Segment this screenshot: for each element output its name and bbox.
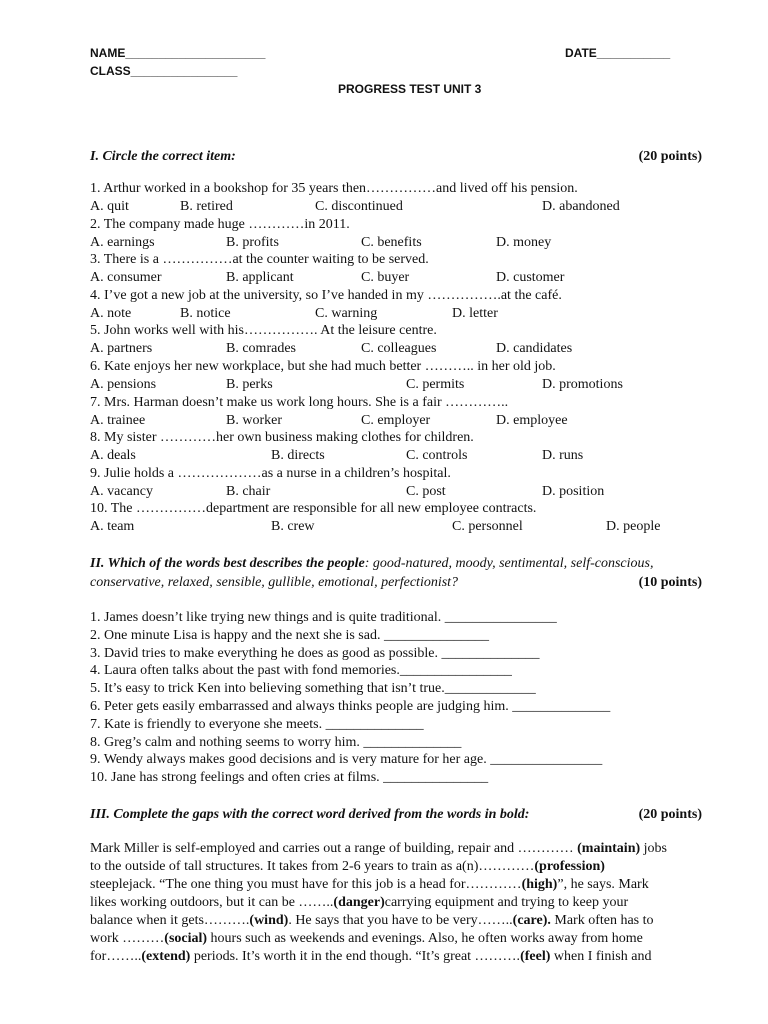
- question-2: 2. The company made huge …………in 2011.: [90, 216, 350, 232]
- question-6: 6. Kate enjoys her new workplace, but she had much better ……….. in her old job.: [90, 359, 556, 374]
- option-d[interactable]: D. position: [542, 483, 605, 499]
- paragraph-line: [90, 894, 628, 912]
- section-2-heading: [90, 555, 702, 573]
- paragraph-text: periods. It’s worth it in the end though. “It’s great ……….: [190, 949, 521, 964]
- cue-word: (maintain): [577, 841, 641, 856]
- section-3-points: (20 points): [638, 807, 702, 822]
- paragraph-text: ”, he says. Mark: [557, 877, 649, 892]
- question-10: 10. The ……………department are responsible for all new employee contracts.: [90, 501, 537, 517]
- section-1-heading: [90, 148, 236, 166]
- option-d[interactable]: D. promotions: [542, 377, 623, 392]
- paragraph-line: [90, 948, 651, 966]
- option-c[interactable]: C. employer: [361, 412, 431, 428]
- describe-item-2[interactable]: 2. One minute Lisa is happy and the next she is sad. _______________: [90, 627, 489, 643]
- describe-item-3[interactable]: 3. David tries to make everything he does as good as possible. ______________: [90, 645, 540, 661]
- paragraph-text: when I finish and: [550, 949, 652, 964]
- option-c[interactable]: C. warning: [315, 305, 378, 321]
- section-2-title: II. Which of the words best describes the people: [90, 556, 365, 571]
- option-b[interactable]: B. profits: [226, 234, 279, 250]
- paragraph-text: likes working outdoors, but it can be ……..: [90, 895, 334, 910]
- paragraph-text: work ………: [90, 931, 165, 946]
- question-9: 9. Julie holds a ………………as a nurse in a children’s hospital.: [90, 465, 451, 481]
- page-title: PROGRESS TEST UNIT 3: [338, 82, 482, 96]
- option-b[interactable]: B. notice: [180, 305, 231, 321]
- option-b[interactable]: B. chair: [226, 483, 271, 499]
- paragraph-line: [90, 840, 667, 858]
- cue-word: (wind): [249, 913, 289, 928]
- option-d[interactable]: D. people: [606, 519, 661, 535]
- paragraph-text: . He says that you have to be very……..: [288, 913, 513, 928]
- section-3-heading: III. Complete the gaps with the correct word derived from the words in bold:: [90, 807, 530, 822]
- name-field[interactable]: NAME_____________________: [90, 46, 266, 60]
- option-a[interactable]: A. deals: [90, 448, 136, 464]
- option-d[interactable]: D. letter: [452, 305, 498, 321]
- option-c[interactable]: C. controls: [406, 448, 468, 464]
- question-5: 5. John works well with his……………. At the leisure centre.: [90, 323, 437, 339]
- option-b[interactable]: B. perks: [226, 377, 273, 392]
- section-1-title: I. Circle the correct item:: [90, 149, 236, 164]
- paragraph-text: steeplejack. “The one thing you must have for this job is a head for…………: [90, 877, 522, 892]
- option-c[interactable]: C. benefits: [361, 234, 422, 250]
- describe-item-6[interactable]: 6. Peter gets easily embarrassed and always thinks people are judging him. ______________: [90, 699, 611, 714]
- question-8: 8. My sister …………her own business making clothes for children.: [90, 430, 474, 446]
- describe-item-8[interactable]: 8. Greg’s calm and nothing seems to worry him. ______________: [90, 734, 462, 750]
- option-a[interactable]: A. note: [90, 305, 132, 321]
- paragraph-line: [90, 930, 643, 948]
- option-a[interactable]: A. earnings: [90, 234, 155, 250]
- cue-word: (profession): [534, 859, 605, 874]
- option-c[interactable]: C. permits: [406, 377, 465, 392]
- paragraph-text: Mark Miller is self-employed and carries out a range of building, repair and …………: [90, 841, 578, 856]
- option-a[interactable]: A. vacancy: [90, 483, 153, 499]
- paragraph-text: jobs: [640, 841, 667, 856]
- paragraph-text: to the outside of tall structures. It takes from 2-6 years to train as a(n)…………: [90, 859, 535, 874]
- paragraph-line: [90, 912, 654, 930]
- option-d[interactable]: D. abandoned: [542, 199, 620, 214]
- paragraph-text: Mark often has to: [550, 913, 654, 928]
- question-3: 3. There is a ……………at the counter waiting to be served.: [90, 252, 429, 268]
- option-a[interactable]: A. consumer: [90, 270, 162, 286]
- paragraph-text: carrying equipment and trying to keep your: [384, 895, 629, 910]
- describe-item-1[interactable]: 1. James doesn’t like trying new things and is quite traditional. ________________: [90, 610, 557, 625]
- option-d[interactable]: D. runs: [542, 448, 584, 464]
- cue-word: (high): [521, 877, 558, 892]
- paragraph-text: hours such as weekends and evenings. Also, he often works away from home: [207, 931, 643, 946]
- question-7: 7. Mrs. Harman doesn’t make us work long hours. She is a fair …………..: [90, 394, 509, 410]
- describe-item-10[interactable]: 10. Jane has strong feelings and often cries at films. _______________: [90, 770, 489, 786]
- option-a[interactable]: A. quit: [90, 199, 129, 214]
- option-d[interactable]: D. customer: [496, 270, 565, 286]
- describe-item-4[interactable]: 4. Laura often talks about the past with fond memories.________________: [90, 663, 512, 679]
- option-d[interactable]: D. money: [496, 234, 552, 250]
- option-c[interactable]: C. post: [406, 483, 446, 499]
- describe-item-7[interactable]: 7. Kate is friendly to everyone she meets. ______________: [90, 716, 424, 732]
- question-4: 4. I’ve got a new job at the university, so I’ve handed in my …………….at the café.: [90, 287, 562, 303]
- option-c[interactable]: C. personnel: [452, 519, 523, 535]
- option-a[interactable]: A. team: [90, 519, 135, 535]
- paragraph-text: balance when it gets……….: [90, 913, 250, 928]
- section-2-word-list-line2: conservative, relaxed, sensible, gullible, emotional, perfectionist?: [90, 575, 459, 590]
- option-c[interactable]: C. discontinued: [315, 199, 403, 214]
- option-c[interactable]: C. buyer: [361, 270, 410, 286]
- option-b[interactable]: B. directs: [271, 448, 325, 464]
- option-b[interactable]: B. worker: [226, 412, 282, 428]
- paragraph-text: for……..: [90, 949, 142, 964]
- option-a[interactable]: A. pensions: [90, 377, 157, 392]
- cue-word: (feel): [520, 949, 551, 964]
- cue-word: (extend): [141, 949, 191, 964]
- option-b[interactable]: B. applicant: [226, 270, 294, 286]
- cue-word: (danger): [333, 895, 385, 910]
- option-a[interactable]: A. partners: [90, 341, 153, 357]
- option-b[interactable]: B. retired: [180, 199, 233, 214]
- paragraph-line: [90, 876, 649, 894]
- class-field[interactable]: CLASS________________: [90, 64, 238, 78]
- cue-word: (care).: [512, 913, 551, 928]
- section-2-points: (10 points): [638, 575, 702, 590]
- section-2-word-list: : good-natured, moody, sentimental, self-conscious,: [364, 556, 654, 571]
- option-c[interactable]: C. colleagues: [361, 341, 437, 357]
- option-a[interactable]: A. trainee: [90, 412, 146, 428]
- describe-item-9[interactable]: 9. Wendy always makes good decisions and is very mature for her age. ________________: [90, 752, 603, 768]
- date-field[interactable]: DATE___________: [565, 46, 671, 60]
- option-b[interactable]: B. crew: [271, 519, 315, 535]
- describe-item-5[interactable]: 5. It’s easy to trick Ken into believing something that isn’t true._____________: [90, 681, 536, 697]
- question-1: 1. Arthur worked in a bookshop for 35 years then……………and lived off his pension.: [90, 181, 578, 196]
- option-d[interactable]: D. candidates: [496, 341, 573, 357]
- option-b[interactable]: B. comrades: [226, 341, 296, 357]
- paragraph-line: [90, 858, 605, 876]
- option-d[interactable]: D. employee: [496, 412, 568, 428]
- cue-word: (social): [164, 931, 208, 946]
- section-1-points: (20 points): [638, 149, 702, 164]
